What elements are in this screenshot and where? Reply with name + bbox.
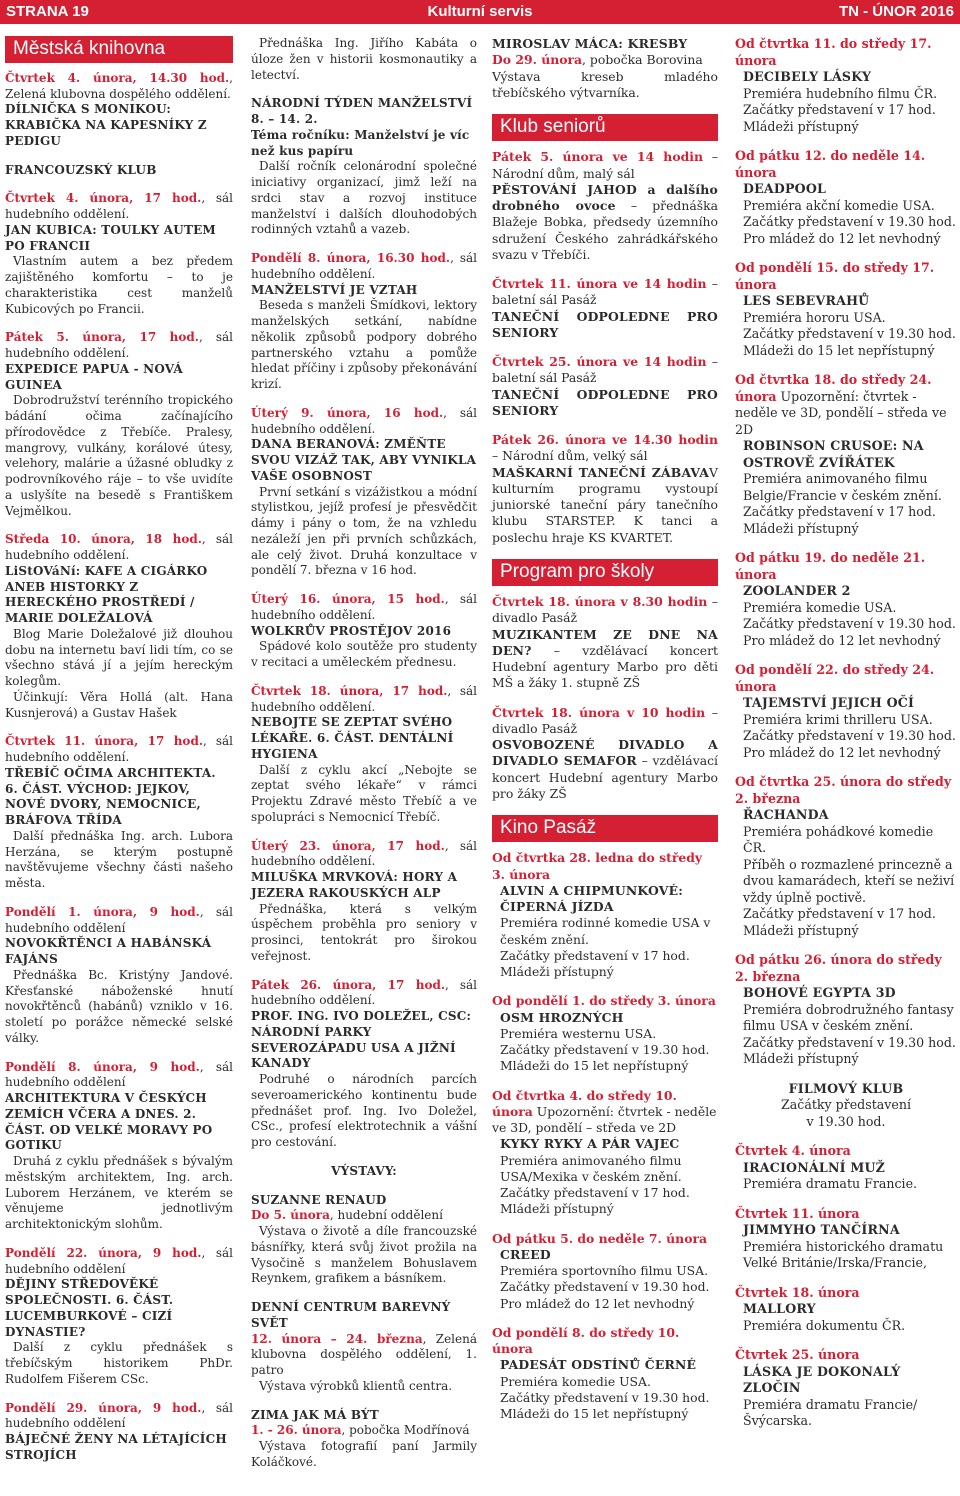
movie-title: JIMMYHO TANČÍRNA xyxy=(743,1222,900,1237)
movie-info: Začátky představení v 19.30 hod. xyxy=(743,728,956,743)
movie-info: Mládeži do 15 let nepřístupný xyxy=(500,1058,689,1074)
event-title: TŘEBÍČ OČIMA ARCHITEKTA. 6. ČÁST. VÝCHOD: JEJKOV, NOVÉ DVORY, NEMOCNICE, BRÁFOVA TŘÍDA xyxy=(5,765,216,827)
event-when xyxy=(5,734,233,766)
event-title: NEBOJTE SE ZEPTAT SVÉHO LÉKAŘE. 6. ČÁST. DENTÁLNÍ HYGIENA xyxy=(251,715,454,761)
event-when xyxy=(5,1246,233,1278)
event-place: , Zelená klubovna dospělého oddělení, 1. patro xyxy=(251,1331,477,1377)
event-text: Podruhé o národních parcích severoamerického kontinentu bude přednášet prof. Ing. Ivo Doležel, CSc., profesí elektrotechnik a vášní pro cestování. xyxy=(251,1072,477,1149)
event-item xyxy=(492,276,718,341)
event-title: PROF. ING. IVO DOLEŽEL, CSC: NÁRODNÍ PARKY SEVEROZÁPADU USA A JIŽNÍ KANADY xyxy=(251,1009,472,1071)
movie-item xyxy=(735,148,957,247)
event-date: Pondělí 29. února, 9 hod. xyxy=(5,1400,202,1415)
event-place: , Zelená klubovna dospělého oddělení. xyxy=(5,70,233,101)
event-item xyxy=(251,1193,477,1288)
event-when xyxy=(251,251,477,283)
event-date: 12. února – 24. března xyxy=(251,1331,423,1346)
event-theme: Téma ročníku: Manželství je víc než kus papíru xyxy=(251,127,470,158)
movie-info: Pro mládež do 12 let nevhodný xyxy=(500,1295,695,1311)
movie-when xyxy=(492,1088,718,1137)
event-title: NOVOKŘTĚNCI A HABÁNSKÁ FAJÁNS xyxy=(5,936,212,966)
movie-title: PADESÁT ODSTÍNŮ ČERNÉ xyxy=(500,1357,697,1373)
event-place: , sál hudebního oddělení. xyxy=(5,191,233,221)
page-header xyxy=(0,0,960,24)
event-place: , sál hudebního oddělení. xyxy=(251,405,477,436)
movie-date: Čtvrtek 18. února xyxy=(735,1284,860,1300)
event-body xyxy=(492,182,718,263)
event-date: Do 5. února xyxy=(251,1208,330,1223)
movie-item xyxy=(735,952,957,1068)
event-item xyxy=(5,905,233,1047)
event-text: Beseda s manželi Šmídkovi, lektory manželských setkání, nabídne několik způsobů podpory dobrého partnerského vztahu a pomůže hledat příčiny i způsoby překonávání krizí. xyxy=(251,298,477,391)
event-date: Úterý 23. února, 17 hod. xyxy=(251,838,445,853)
movie-info: Premiéra animovaného filmu Belgie/Francie v českém znění. xyxy=(743,471,942,503)
movie-when xyxy=(735,372,957,438)
event-text: Další ročník celonárodní společné iniciativy organizací, jimž leží na srdci stav a rozvoj instituce manželství i dalších dlouhodobých rodinných vztahů a vazeb. xyxy=(251,159,477,237)
movie-date: Od pondělí 15. do středy 17. února xyxy=(735,260,935,292)
library-events-continued xyxy=(251,36,477,1471)
movie-info: Mládeži přístupný xyxy=(743,520,859,536)
event-when xyxy=(251,406,477,438)
event-title: MUZIKANTEM ZE DNE NA DEN? xyxy=(492,626,718,658)
library-banner: Městská knihovna xyxy=(5,36,233,63)
event-text: Přednáška, která s velkým úspěchem proběhla pro seniory v prosinci, tentokrát pro širokou veřejnost. xyxy=(251,901,477,963)
movie-info: Pro mládež do 12 let nevhodný xyxy=(743,632,941,648)
event-item xyxy=(5,734,233,892)
event-place: , sál hudebního oddělení. xyxy=(251,592,478,622)
movie-when xyxy=(735,952,957,985)
movie-title: CREED xyxy=(500,1246,551,1262)
event-title: MIROSLAV MÁCA: KRESBY xyxy=(492,36,688,51)
event-item xyxy=(5,1401,233,1464)
event-item xyxy=(5,532,233,721)
film-club-title: FILMOVÝ KLUB xyxy=(788,1080,904,1096)
movie-when xyxy=(735,260,957,293)
event-text: Další z cyklu akcí „Nebojte se zeptat svého lékaře“ v rámci Projektu Zdravé město Třebíč a ve spolupráci s Nemocnicí Třebíč. xyxy=(251,762,477,824)
movie-item xyxy=(735,1285,957,1335)
event-date: Pátek 5. února ve 14 hodin xyxy=(492,149,703,165)
event-title: SUZANNE RENAUD xyxy=(251,1192,387,1207)
movie-date: Od čtvrtka 4. do středy 10. února xyxy=(492,1087,677,1119)
event-date: Do 29. února xyxy=(492,52,583,68)
event-place: – Národní dům, malý sál xyxy=(492,149,718,181)
movie-date: Od čtvrtka 28. ledna do středy 3. února xyxy=(492,850,703,882)
event-date: Úterý 9. února, 16 hod. xyxy=(251,405,444,420)
event-date: Čtvrtek 18. února v 8.30 hodin xyxy=(492,594,708,609)
movie-when xyxy=(735,1143,957,1160)
event-body xyxy=(492,737,718,802)
movie-when xyxy=(492,993,718,1009)
movie-item xyxy=(735,1347,957,1430)
movie-date: Čtvrtek 4. února xyxy=(735,1143,851,1158)
event-title: ARCHITEKTURA V ČESKÝCH ZEMÍCH VČERA A DNES. 2. ČÁST. OD VELKÉ MORAVY PO GOTIKU xyxy=(5,1091,213,1153)
event-text: Dobrodružství terénního tropického bádání očima začínajícího přírodovědce z Třebíče. Pralesy, mangrovy, vulkány, korálové útesy, velehory, malárie a úžasné obludky z podrovníkového ráje – to vše uvidíte a uslyšíte na besedě s Františkem Vejmělkou. xyxy=(5,393,233,518)
event-title: LiStOVáNí: KAFE A CIGÁRKO ANEB HISTORKY Z HERECKÉHO PROSTŘEDÍ / MARIE DOLEŽALOVÁ xyxy=(5,563,208,625)
event-when xyxy=(492,705,718,738)
movie-info: Mládeži přístupný xyxy=(743,922,859,938)
movie-info: Mládeži do 15 let nepřístupný xyxy=(500,1406,689,1421)
movie-title: KYKY RYKY A PÁR VAJEC xyxy=(500,1136,680,1152)
event-text: Účinkují: Věra Hollá (alt. Hana Kusnjerová) a Gustav Hašek xyxy=(5,689,233,720)
event-place: , sál hudebního oddělení. xyxy=(251,977,477,1008)
movie-date: Od čtvrtka 11. do středy 17. února xyxy=(735,36,932,68)
movie-when xyxy=(492,850,718,883)
event-item xyxy=(251,36,477,83)
exhibition-item xyxy=(492,36,718,101)
movie-title: DEADPOOL xyxy=(743,181,827,196)
film-club xyxy=(735,1081,957,1131)
movie-info: Začátky představení v 19.30 hod. xyxy=(500,1279,710,1295)
event-place: , hudební oddělení xyxy=(329,1208,443,1223)
page-number: STRANA 19 xyxy=(6,3,89,20)
event-title: ZIMA JAK MÁ BÝT xyxy=(251,1407,379,1422)
movie-title: ROBINSON CRUSOE: NA OSTROVĚ ZVÍŘÁTEK xyxy=(743,438,924,470)
movie-info: Premiéra rodinné komedie USA v českém znění. xyxy=(500,915,711,947)
event-place: , sál hudebního oddělení. xyxy=(5,734,233,764)
section-title: Kulturní servis xyxy=(427,3,533,20)
event-when xyxy=(251,1423,477,1439)
event-text: Výstava výrobků klientů centra. xyxy=(259,1378,453,1393)
event-date: Pondělí 8. února, 16.30 hod. xyxy=(251,251,451,265)
movie-info: Mládeži přístupný xyxy=(743,118,859,134)
event-date: Pondělí 8. února, 9 hod. xyxy=(5,1059,200,1074)
event-when xyxy=(492,276,718,309)
event-date: Čtvrtek 4. února, 17 hod. xyxy=(5,191,202,206)
cinema-program xyxy=(492,850,718,1422)
movie-info: Mládeži přístupný xyxy=(500,964,614,979)
event-when xyxy=(251,592,477,624)
movie-item xyxy=(735,1206,957,1272)
event-item xyxy=(492,705,718,803)
movie-date: Čtvrtek 11. února xyxy=(735,1205,860,1221)
event-place: , sál hudebního oddělení xyxy=(5,904,233,935)
event-date: Čtvrtek 11. února, 17 hod. xyxy=(5,734,204,749)
event-title: MAŠKARNÍ TANEČNÍ ZÁBAVA xyxy=(492,464,710,480)
movie-info: Začátky představení v 17 hod. xyxy=(743,504,936,519)
event-text: Výstava o životě a díle francouzské básnířky, která svůj život prožila na Vysočině s manželem Bohuslavem Reynkem, grafikem a básníkem. xyxy=(251,1224,477,1286)
movie-info: Pro mládež do 12 let nevhodný xyxy=(743,230,941,246)
event-when xyxy=(251,978,477,1010)
movie-info: Premiéra historického dramatu Velké Británie/Irska/Francie, xyxy=(743,1238,944,1270)
event-text: Výstava fotografií paní Jarmily Koláčkové. xyxy=(251,1439,477,1469)
movie-title: MALLORY xyxy=(743,1301,816,1316)
event-title: FRANCOUZSKÝ KLUB xyxy=(5,162,157,177)
event-text: – přednáška Blažeje Bobka, předsedy územního sdružení Českého zahrádkářského svazu v Třebíči. xyxy=(492,198,718,262)
column-library-continued xyxy=(251,36,477,1484)
event-title: TANEČNÍ ODPOLEDNE PRO SENIORY xyxy=(492,308,718,340)
movie-item xyxy=(735,774,957,939)
movie-title: TAJEMSTVÍ JEJICH OČÍ xyxy=(743,695,915,710)
movie-info: Premiéra hororu USA. xyxy=(743,309,886,325)
event-when xyxy=(5,71,233,103)
movie-title: BOHOVÉ EGYPTA 3D xyxy=(743,985,896,1000)
film-club-program xyxy=(735,1143,957,1430)
event-when xyxy=(251,1332,477,1379)
movie-note: Upozornění: čtvrtek - neděle ve 3D, pondělí – středa ve 2D xyxy=(492,1103,717,1135)
movie-info: Začátky představení v 17 hod. xyxy=(743,102,936,117)
event-date: Pátek 5. února, 17 hod. xyxy=(5,330,199,345)
event-body xyxy=(492,627,718,692)
movie-item xyxy=(492,850,718,980)
event-item xyxy=(251,1300,477,1395)
movie-when xyxy=(735,36,957,69)
movie-when xyxy=(735,1206,957,1223)
movie-when xyxy=(735,1285,957,1302)
event-place: , sál hudebního oddělení. xyxy=(251,838,478,869)
movie-info: Premiéra dobrodružného fantasy filmu USA v českém znění. xyxy=(743,1001,954,1033)
event-when xyxy=(492,149,718,182)
schools-banner: Program pro školy xyxy=(492,559,718,586)
movie-date: Čtvrtek 25. února xyxy=(735,1347,860,1362)
movie-date: Od pátku 26. února do středy 2. března xyxy=(735,952,942,984)
movie-info: Příběh o rozmazlené princezně a dvou kamarádech, kteří se neživí vždy úplně poctivě. xyxy=(743,856,955,905)
event-date: Pondělí 1. února, 9 hod. xyxy=(5,904,200,919)
event-title: DENNÍ CENTRUM BAREVNÝ SVĚT xyxy=(251,1300,451,1330)
film-club-line: v 19.30 hod. xyxy=(806,1113,886,1129)
event-place: , pobočka Modřínová xyxy=(341,1423,470,1438)
event-when xyxy=(5,330,233,362)
event-text: V kulturním programu vystoupí juniorské taneční páry tanečního klubu STARSTEP. K tanci a poslechu hraje KS KVARTET. xyxy=(492,464,718,545)
event-when xyxy=(5,1060,233,1092)
event-date: Úterý 16. února, 15 hod. xyxy=(251,592,445,606)
event-place: , sál hudebního oddělení. xyxy=(5,532,233,562)
movie-date: Od pondělí 22. do středy 24. února xyxy=(735,662,935,694)
event-place: – divadlo Pasáž xyxy=(492,594,719,626)
movie-when xyxy=(492,1325,718,1358)
event-place: , sál hudebního oddělení. xyxy=(251,251,478,281)
movie-item xyxy=(492,1088,718,1218)
event-title: JAN KUBICA: TOULKY AUTEM PO FRANCII xyxy=(5,222,216,253)
movie-when xyxy=(735,774,957,807)
event-item xyxy=(251,684,477,826)
event-text: Blog Marie Doležalové již dlouhou dobu na internetu baví lidi tím, co se všechno stává jí a jejím hereckým kolegům. xyxy=(5,626,233,688)
movie-info: Začátky představení v 19.30 hod. xyxy=(743,616,956,631)
event-title: DĚJINY STŘEDOVĚKÉ SPOLEČNOSTI. 6. ČÁST. LUCEMBURKOVÉ – CIZÍ DYNASTIE? xyxy=(5,1277,174,1339)
event-date: Pátek 26. února ve 14.30 hodin xyxy=(492,432,718,447)
event-text: Další z cyklu přednášek s třebíčským historikem PhDr. Rudolfem Fišerem CSc. xyxy=(5,1340,233,1386)
movie-title: OSM HROZNÝCH xyxy=(500,1009,624,1025)
movie-item xyxy=(735,260,957,359)
movie-info: Premiéra krimi thrilleru USA. xyxy=(743,711,933,727)
event-when xyxy=(5,191,233,223)
event-body xyxy=(492,309,718,342)
event-date: Pátek 26. února, 17 hod. xyxy=(251,977,446,992)
movie-info: Premiéra akční komedie USA. xyxy=(743,197,935,213)
event-item xyxy=(251,592,477,671)
event-when xyxy=(5,905,233,937)
movie-title: LÁSKA JE DOKONALÝ ZLOČIN xyxy=(743,1363,901,1395)
movie-info: Premiéra dramatu Francie. xyxy=(743,1176,918,1191)
film-club-line: Začátky představení xyxy=(781,1097,911,1112)
movie-item xyxy=(735,662,957,761)
movie-when xyxy=(735,1347,957,1364)
event-place: , sál hudebního oddělení xyxy=(5,1059,233,1090)
event-item xyxy=(492,354,718,419)
event-title: WOLKRŮV PROSTĚJOV 2016 xyxy=(251,623,452,638)
movie-info: Premiéra hudebního filmu ČR. xyxy=(743,85,938,101)
event-when xyxy=(251,684,477,716)
movie-info: Premiéra westernu USA. xyxy=(500,1025,657,1041)
event-title: DÍLNIČKA S MONIKOU: KRABIČKA NA KAPESNÍKY Z PEDIGU xyxy=(5,102,207,148)
column-library xyxy=(5,36,233,1477)
movie-date: Od pondělí 1. do středy 3. února xyxy=(492,993,716,1009)
event-title: BÁJEČNÉ ŽENY NA LÉTAJÍCÍCH STROJÍCH xyxy=(5,1432,227,1462)
event-text: Další přednáška Ing. arch. Lubora Herzána, se kterým postupně navštěvujeme všechny části našeho města. xyxy=(5,828,233,890)
event-text: První setkání s vizážistkou a módní stylistkou, jejíž profesí je přesvědčit dámy i pány o tom, že na vzhledu nezáleží jen při prvních schůzkách, ale celý život. Druhá konzultace v pondělí 7. března v 16 hod. xyxy=(251,484,477,578)
movie-info: Začátky představení v 17 hod. xyxy=(743,906,936,921)
seniors-events xyxy=(492,149,718,546)
event-when xyxy=(5,1401,233,1433)
event-text: – vzdělávací koncert Hudební agentury Marbo pro děti MŠ a žáky 1. stupně ZŠ xyxy=(492,642,718,691)
event-title: TANEČNÍ ODPOLEDNE PRO SENIORY xyxy=(492,386,718,418)
event-text: Vlastním autem a bez předem zajištěného komfortu – to je charakteristika cest manželů Kubicových po Francii. xyxy=(5,254,233,316)
seniors-banner: Klub seniorů xyxy=(492,114,718,141)
event-text: Přednáška Bc. Kristýny Jandové. Křesťanské náboženské hnutí novokřtěnců (habánů) vzniklo v 16. století po porážce německé selské války. xyxy=(5,967,233,1045)
event-place: – baletní sál Pasáž xyxy=(492,354,718,386)
movie-title: ZOOLANDER 2 xyxy=(743,583,851,598)
event-date: Pondělí 22. února, 9 hod. xyxy=(5,1245,202,1260)
movie-title: IRACIONÁLNÍ MUŽ xyxy=(743,1159,886,1175)
event-title: PĚSTOVÁNÍ JAHOD a dalšího drobného ovoce xyxy=(492,181,718,213)
event-item xyxy=(492,149,718,263)
event-item xyxy=(251,978,477,1151)
event-when xyxy=(492,594,718,627)
event-when xyxy=(492,354,718,387)
movie-date: Od pátku 12. do neděle 14. února xyxy=(735,148,926,180)
movie-item xyxy=(735,550,957,649)
movie-item xyxy=(735,1143,957,1193)
event-when xyxy=(251,839,477,871)
event-item xyxy=(251,251,477,393)
event-item xyxy=(251,1164,477,1180)
schools-events xyxy=(492,594,718,802)
event-item xyxy=(492,594,718,692)
column-seniors-schools-cinema xyxy=(492,36,718,1435)
event-item xyxy=(5,1060,233,1233)
movie-date: Od pondělí 8. do středy 10. února xyxy=(492,1324,680,1356)
movie-note: Upozornění: čtvrtek - neděle ve 3D, pondělí – středa ve 2D xyxy=(735,388,947,437)
column-cinema-continued xyxy=(735,36,957,1443)
event-title: DANA BERANOVÁ: ZMĚŇTE SVOU VIZÁŽ TAK, ABY VYNIKLA VAŠE OSOBNOST xyxy=(251,437,477,483)
movie-info: Premiéra animovaného filmu USA/Mexika v českém znění. xyxy=(500,1152,682,1184)
event-when xyxy=(251,1208,477,1224)
movie-title: LES SEBEVRAHŮ xyxy=(743,293,870,308)
movie-when xyxy=(735,662,957,695)
movie-item xyxy=(492,1325,718,1423)
event-item xyxy=(251,839,477,965)
movie-info: Premiéra komedie USA. xyxy=(743,599,897,615)
event-item xyxy=(251,1408,477,1471)
movie-title: ALVIN A CHIPMUNKOVÉ: ČIPERNÁ JÍZDA xyxy=(500,882,684,914)
issue-label: TN - ÚNOR 2016 xyxy=(838,3,954,20)
event-body xyxy=(492,465,718,546)
movie-info: Mládeži do 15 let nepřístupný xyxy=(743,342,935,358)
event-text: – vzdělávací koncert Hudební agentury Marbo pro žáky ZŠ xyxy=(492,753,718,801)
movie-info: Pro mládež do 12 let nevhodný xyxy=(743,744,941,760)
event-title: VÝSTAVY: xyxy=(331,1163,397,1178)
movie-date: Od čtvrtka 25. února do středy 2. března xyxy=(735,774,952,806)
event-when xyxy=(492,432,718,465)
movie-info: Premiéra komedie USA. xyxy=(500,1373,651,1389)
event-date: Čtvrtek 4. února, 14.30 hod. xyxy=(5,70,230,85)
event-place: , sál hudebního oddělení. xyxy=(5,330,234,360)
event-place: , pobočka Borovina xyxy=(582,52,703,68)
cinema-banner: Kino Pasáž xyxy=(492,815,718,842)
event-text: Přednáška Ing. Jiřího Kabáta o úloze žen v historii kosmonautiky a letectví. xyxy=(251,36,477,82)
event-item xyxy=(5,71,233,150)
movie-info: Premiéra sportovního filmu USA. xyxy=(500,1263,709,1278)
event-date: Čtvrtek 25. února ve 14 hodin xyxy=(492,354,707,369)
movie-info: Mládeži přístupný xyxy=(500,1201,614,1217)
movie-date: Od pátku 19. do neděle 21. února xyxy=(735,550,926,582)
movie-info: Začátky představení v 19.30 hod. xyxy=(743,1034,956,1050)
event-text: Druhá z cyklu přednášek s bývalým městským architektem, Ing. arch. Luborem Herzánem, ve kterém se věnujeme jednotlivým architektonickým slohům. xyxy=(5,1154,233,1231)
event-text: Spádové kolo soutěže pro studenty v recitaci a uměleckém přednesu. xyxy=(251,639,477,669)
event-place: – Národní dům, velký sál xyxy=(492,448,648,464)
event-place: – baletní sál Pasáž xyxy=(492,276,718,308)
movie-info: Premiéra dokumentu ČR. xyxy=(743,1317,906,1333)
movie-date: Od pátku 5. do neděle 7. února xyxy=(492,1230,708,1246)
movie-info: Začátky představení v 19.30 hod. xyxy=(500,1389,710,1405)
event-place: , sál hudebního oddělení xyxy=(5,1245,233,1276)
event-item xyxy=(492,432,718,546)
movie-title: ŘACHANDA xyxy=(743,807,829,822)
movie-info: Začátky představení v 19.30 hod. xyxy=(743,326,956,341)
movie-info: Mládeži přístupný xyxy=(743,1051,859,1066)
event-title: MANŽELSTVÍ JE VZTAH xyxy=(251,282,418,297)
event-date: Čtvrtek 18. února v 10 hodin xyxy=(492,704,706,720)
event-item xyxy=(5,191,233,317)
event-date: 1. - 26. února xyxy=(251,1423,342,1438)
event-title: EXPEDICE PAPUA - NOVÁ GUINEA xyxy=(5,361,183,392)
movie-info: Premiéra dramatu Francie/Švýcarska. xyxy=(743,1396,918,1428)
event-date: Středa 10. února, 18 hod. xyxy=(5,532,202,547)
cinema-program-continued xyxy=(735,36,957,1068)
event-place: , sál hudebního oddělení xyxy=(5,1400,233,1431)
library-events xyxy=(5,71,233,1464)
event-title: NÁRODNÍ TÝDEN MANŽELSTVÍ 8. – 14. 2. xyxy=(251,96,473,126)
movie-when xyxy=(735,148,957,181)
movie-when xyxy=(735,550,957,583)
movie-info: Začátky představení v 19.30 hod. xyxy=(500,1042,710,1057)
event-title: OSVOBOZENÉ DIVADLO A DIVADLO SEMAFOR xyxy=(492,737,718,769)
event-place: , sál hudebního oddělení. xyxy=(251,683,477,714)
movie-when xyxy=(492,1231,718,1247)
event-item xyxy=(5,1246,233,1388)
event-item xyxy=(5,330,233,519)
event-body xyxy=(492,387,718,420)
movie-info: Začátky představení v 17 hod. xyxy=(500,947,690,963)
event-place: – divadlo Pasáž xyxy=(492,704,718,736)
movie-item xyxy=(492,993,718,1074)
movie-item xyxy=(492,1231,718,1312)
event-text: Výstava kreseb mladého třebíčského výtvarníka. xyxy=(492,68,718,100)
movie-title: DECIBELY LÁSKY xyxy=(743,69,872,84)
event-item xyxy=(251,96,477,238)
movie-item xyxy=(735,36,957,135)
movie-item xyxy=(735,372,957,537)
event-item xyxy=(5,163,233,179)
movie-info: Začátky představení v 17 hod. xyxy=(500,1185,690,1200)
movie-info: Začátky představení v 19.30 hod. xyxy=(743,214,956,229)
event-date: Čtvrtek 18. února, 17 hod. xyxy=(251,683,448,698)
movie-date: Od čtvrtka 18. do středy 24. února xyxy=(735,372,932,404)
event-when xyxy=(5,532,233,564)
event-title: MILUŠKA MRVKOVÁ: HORY A JEZERA RAKOUSKÝCH ALP xyxy=(251,870,458,900)
event-date: Čtvrtek 11. února ve 14 hodin xyxy=(492,276,707,291)
movie-info: Premiéra pohádkové komedie ČR. xyxy=(743,823,934,855)
event-item xyxy=(251,406,477,579)
